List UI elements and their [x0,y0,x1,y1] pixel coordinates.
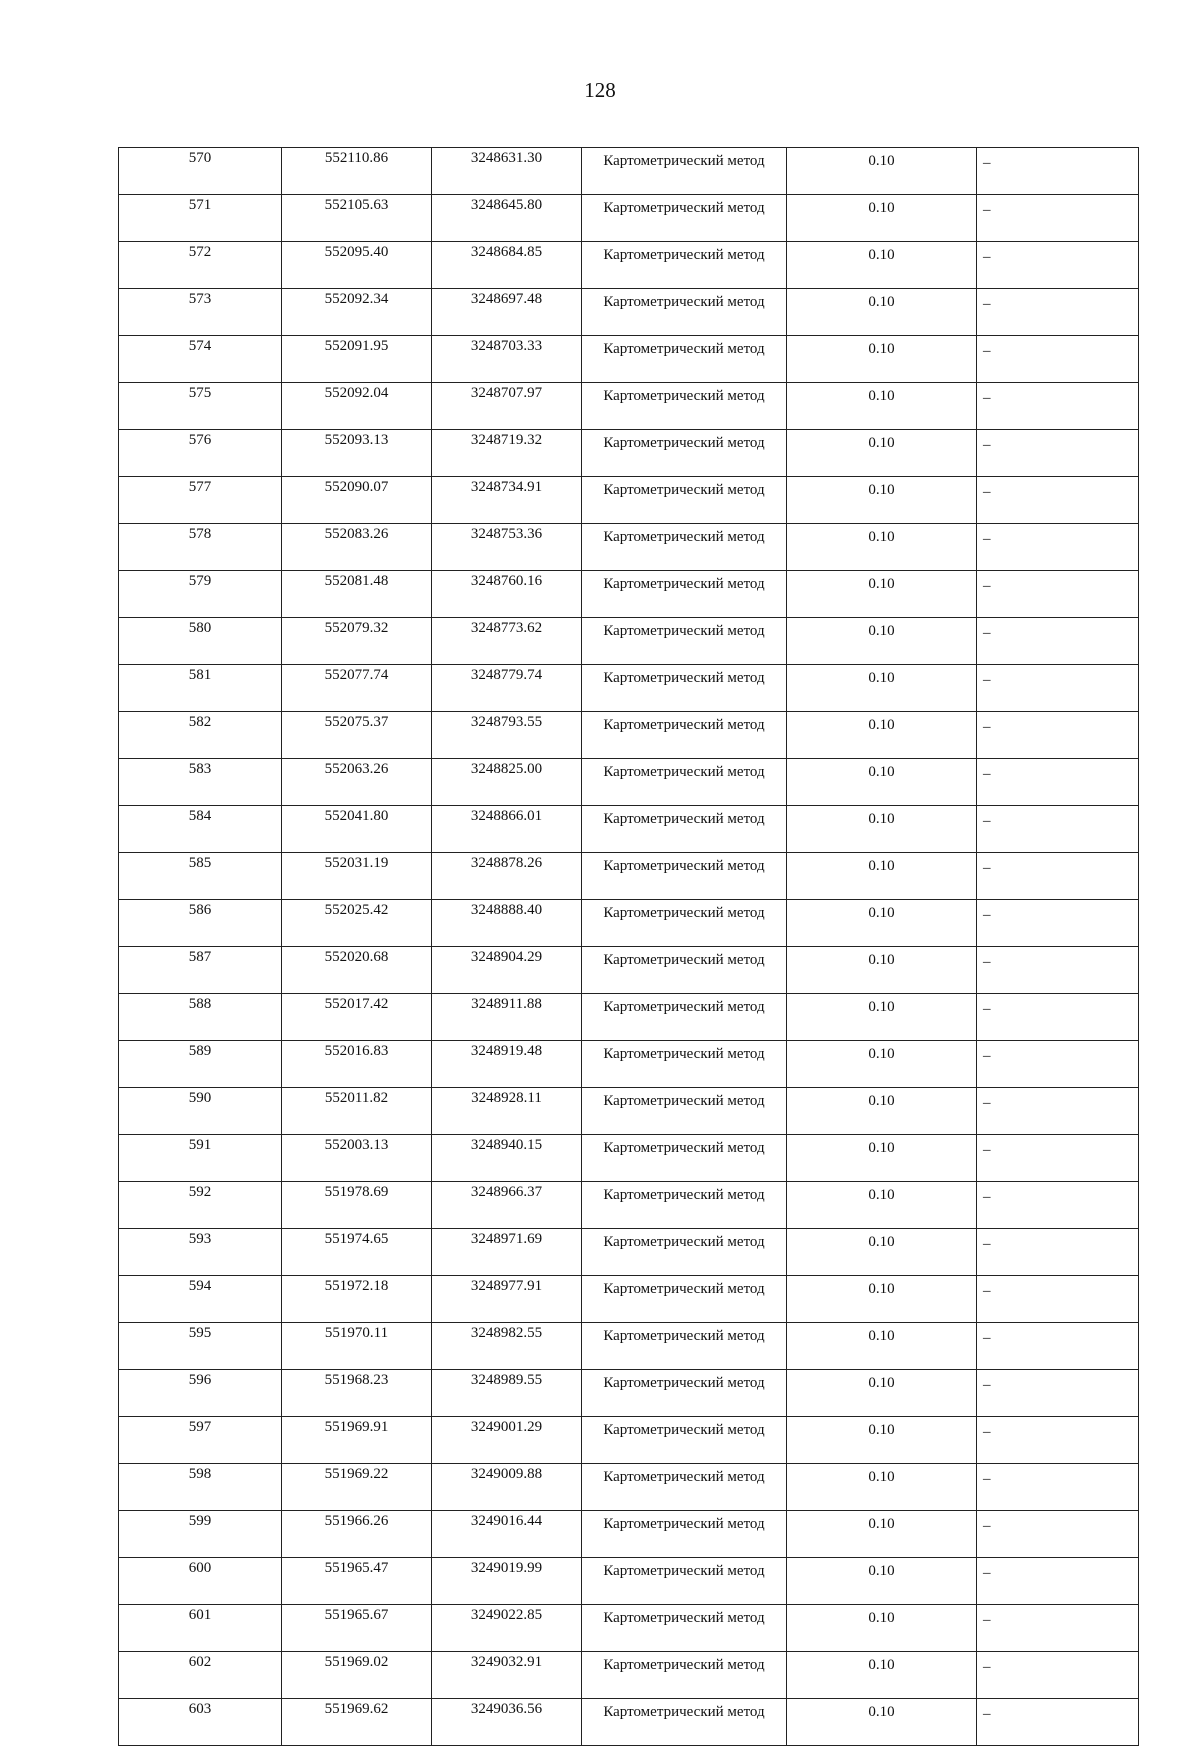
y-coordinate-cell: 3248928.11 [432,1088,582,1135]
y-coordinate-cell: 3249001.29 [432,1417,582,1464]
note-cell: – [977,1370,1139,1417]
x-coordinate-cell: 552063.26 [282,759,432,806]
y-coordinate-cell: 3248697.48 [432,289,582,336]
y-coordinate-cell: 3248966.37 [432,1182,582,1229]
table-row [119,1323,1139,1370]
point-number-cell: 599 [119,1511,282,1558]
note-cell: – [977,1464,1139,1511]
x-coordinate-cell: 551965.67 [282,1605,432,1652]
note-cell: – [977,477,1139,524]
y-coordinate-cell: 3248707.97 [432,383,582,430]
y-coordinate-cell: 3248719.32 [432,430,582,477]
method-cell: Картометрический метод [582,712,787,759]
accuracy-cell: 0.10 [787,477,977,524]
y-coordinate-cell: 3248734.91 [432,477,582,524]
x-coordinate-cell: 552025.42 [282,900,432,947]
accuracy-cell: 0.10 [787,336,977,383]
x-coordinate-cell: 551969.62 [282,1699,432,1746]
y-coordinate-cell: 3248989.55 [432,1370,582,1417]
accuracy-cell: 0.10 [787,289,977,336]
accuracy-cell: 0.10 [787,195,977,242]
x-coordinate-cell: 552110.86 [282,148,432,195]
y-coordinate-cell: 3249016.44 [432,1511,582,1558]
method-cell: Картометрический метод [582,1699,787,1746]
table-row [119,289,1139,336]
accuracy-cell: 0.10 [787,1605,977,1652]
y-coordinate-cell: 3248982.55 [432,1323,582,1370]
note-cell: – [977,1323,1139,1370]
x-coordinate-cell: 552017.42 [282,994,432,1041]
method-cell: Картометрический метод [582,1511,787,1558]
accuracy-cell: 0.10 [787,994,977,1041]
point-number-cell: 570 [119,148,282,195]
y-coordinate-cell: 3248684.85 [432,242,582,289]
method-cell: Картометрический метод [582,1464,787,1511]
method-cell: Картометрический метод [582,853,787,900]
table-row [119,195,1139,242]
y-coordinate-cell: 3248904.29 [432,947,582,994]
x-coordinate-cell: 551966.26 [282,1511,432,1558]
table-row [119,1464,1139,1511]
table-row [119,571,1139,618]
x-coordinate-cell: 551978.69 [282,1182,432,1229]
table-row [119,1558,1139,1605]
accuracy-cell: 0.10 [787,1276,977,1323]
point-number-cell: 576 [119,430,282,477]
x-coordinate-cell: 551969.22 [282,1464,432,1511]
y-coordinate-cell: 3248779.74 [432,665,582,712]
x-coordinate-cell: 552011.82 [282,1088,432,1135]
table-row [119,1699,1139,1746]
point-number-cell: 581 [119,665,282,712]
x-coordinate-cell: 552091.95 [282,336,432,383]
point-number-cell: 594 [119,1276,282,1323]
method-cell: Картометрический метод [582,148,787,195]
y-coordinate-cell: 3249036.56 [432,1699,582,1746]
method-cell: Картометрический метод [582,759,787,806]
x-coordinate-cell: 552031.19 [282,853,432,900]
x-coordinate-cell: 551969.91 [282,1417,432,1464]
method-cell: Картометрический метод [582,1323,787,1370]
x-coordinate-cell: 552081.48 [282,571,432,618]
note-cell: – [977,1511,1139,1558]
point-number-cell: 591 [119,1135,282,1182]
method-cell: Картометрический метод [582,1088,787,1135]
table-row [119,665,1139,712]
table-row [119,947,1139,994]
x-coordinate-cell: 552095.40 [282,242,432,289]
table-row [119,148,1139,195]
note-cell: – [977,1041,1139,1088]
accuracy-cell: 0.10 [787,1370,977,1417]
note-cell: – [977,618,1139,665]
method-cell: Картометрический метод [582,1182,787,1229]
x-coordinate-cell: 552092.04 [282,383,432,430]
note-cell: – [977,1699,1139,1746]
x-coordinate-cell: 552105.63 [282,195,432,242]
table-row [119,1511,1139,1558]
table-row [119,430,1139,477]
note-cell: – [977,947,1139,994]
table-row [119,900,1139,947]
table-row [119,1276,1139,1323]
y-coordinate-cell: 3249009.88 [432,1464,582,1511]
accuracy-cell: 0.10 [787,759,977,806]
point-number-cell: 577 [119,477,282,524]
accuracy-cell: 0.10 [787,1088,977,1135]
note-cell: – [977,242,1139,289]
accuracy-cell: 0.10 [787,383,977,430]
point-number-cell: 571 [119,195,282,242]
y-coordinate-cell: 3248888.40 [432,900,582,947]
method-cell: Картометрический метод [582,900,787,947]
accuracy-cell: 0.10 [787,1464,977,1511]
point-number-cell: 573 [119,289,282,336]
accuracy-cell: 0.10 [787,853,977,900]
y-coordinate-cell: 3248940.15 [432,1135,582,1182]
x-coordinate-cell: 552016.83 [282,1041,432,1088]
x-coordinate-cell: 552041.80 [282,806,432,853]
note-cell: – [977,853,1139,900]
table-row [119,853,1139,900]
method-cell: Картометрический метод [582,477,787,524]
method-cell: Картометрический метод [582,571,787,618]
note-cell: – [977,1182,1139,1229]
method-cell: Картометрический метод [582,383,787,430]
y-coordinate-cell: 3248919.48 [432,1041,582,1088]
note-cell: – [977,806,1139,853]
page-number: 128 [584,78,616,102]
method-cell: Картометрический метод [582,242,787,289]
point-number-cell: 596 [119,1370,282,1417]
accuracy-cell: 0.10 [787,1135,977,1182]
accuracy-cell: 0.10 [787,148,977,195]
method-cell: Картометрический метод [582,618,787,665]
table-row [119,1417,1139,1464]
table-row [119,242,1139,289]
point-number-cell: 592 [119,1182,282,1229]
method-cell: Картометрический метод [582,430,787,477]
table-row [119,1088,1139,1135]
method-cell: Картометрический метод [582,994,787,1041]
y-coordinate-cell: 3248911.88 [432,994,582,1041]
table-row [119,336,1139,383]
method-cell: Картометрический метод [582,1605,787,1652]
note-cell: – [977,759,1139,806]
point-number-cell: 588 [119,994,282,1041]
x-coordinate-cell: 551970.11 [282,1323,432,1370]
table-row [119,383,1139,430]
table-row [119,806,1139,853]
table-row [119,1182,1139,1229]
note-cell: – [977,900,1139,947]
x-coordinate-cell: 551969.02 [282,1652,432,1699]
table-row [119,1652,1139,1699]
note-cell: – [977,430,1139,477]
table-row [119,618,1139,665]
point-number-cell: 575 [119,383,282,430]
y-coordinate-cell: 3248977.91 [432,1276,582,1323]
y-coordinate-cell: 3248631.30 [432,148,582,195]
point-number-cell: 589 [119,1041,282,1088]
point-number-cell: 587 [119,947,282,994]
method-cell: Картометрический метод [582,665,787,712]
note-cell: – [977,1417,1139,1464]
y-coordinate-cell: 3248971.69 [432,1229,582,1276]
y-coordinate-cell: 3249019.99 [432,1558,582,1605]
note-cell: – [977,712,1139,759]
point-number-cell: 579 [119,571,282,618]
point-number-cell: 600 [119,1558,282,1605]
x-coordinate-cell: 551972.18 [282,1276,432,1323]
accuracy-cell: 0.10 [787,524,977,571]
x-coordinate-cell: 552079.32 [282,618,432,665]
x-coordinate-cell: 552020.68 [282,947,432,994]
point-number-cell: 602 [119,1652,282,1699]
note-cell: – [977,571,1139,618]
point-number-cell: 580 [119,618,282,665]
note-cell: – [977,336,1139,383]
point-number-cell: 584 [119,806,282,853]
note-cell: – [977,665,1139,712]
method-cell: Картометрический метод [582,1652,787,1699]
accuracy-cell: 0.10 [787,618,977,665]
method-cell: Картометрический метод [582,1229,787,1276]
note-cell: – [977,994,1139,1041]
accuracy-cell: 0.10 [787,1699,977,1746]
accuracy-cell: 0.10 [787,1417,977,1464]
table-row [119,759,1139,806]
method-cell: Картометрический метод [582,947,787,994]
y-coordinate-cell: 3248703.33 [432,336,582,383]
x-coordinate-cell: 552003.13 [282,1135,432,1182]
note-cell: – [977,1135,1139,1182]
y-coordinate-cell: 3248760.16 [432,571,582,618]
coordinates-table [118,147,1139,1746]
accuracy-cell: 0.10 [787,430,977,477]
point-number-cell: 583 [119,759,282,806]
accuracy-cell: 0.10 [787,1041,977,1088]
accuracy-cell: 0.10 [787,1511,977,1558]
method-cell: Картометрический метод [582,1276,787,1323]
note-cell: – [977,1276,1139,1323]
note-cell: – [977,524,1139,571]
point-number-cell: 603 [119,1699,282,1746]
accuracy-cell: 0.10 [787,1229,977,1276]
x-coordinate-cell: 551968.23 [282,1370,432,1417]
method-cell: Картометрический метод [582,1135,787,1182]
table-row [119,1605,1139,1652]
y-coordinate-cell: 3248753.36 [432,524,582,571]
x-coordinate-cell: 552077.74 [282,665,432,712]
point-number-cell: 574 [119,336,282,383]
note-cell: – [977,383,1139,430]
table-row [119,994,1139,1041]
table-row [119,477,1139,524]
coordinates-table-body [119,148,1139,1746]
note-cell: – [977,1558,1139,1605]
method-cell: Картометрический метод [582,289,787,336]
y-coordinate-cell: 3248866.01 [432,806,582,853]
note-cell: – [977,1605,1139,1652]
accuracy-cell: 0.10 [787,712,977,759]
point-number-cell: 585 [119,853,282,900]
table-row [119,1370,1139,1417]
point-number-cell: 597 [119,1417,282,1464]
method-cell: Картометрический метод [582,524,787,571]
note-cell: – [977,195,1139,242]
point-number-cell: 582 [119,712,282,759]
x-coordinate-cell: 552090.07 [282,477,432,524]
accuracy-cell: 0.10 [787,242,977,289]
method-cell: Картометрический метод [582,1417,787,1464]
point-number-cell: 578 [119,524,282,571]
method-cell: Картометрический метод [582,806,787,853]
method-cell: Картометрический метод [582,336,787,383]
accuracy-cell: 0.10 [787,900,977,947]
accuracy-cell: 0.10 [787,1323,977,1370]
x-coordinate-cell: 552075.37 [282,712,432,759]
table-row [119,1135,1139,1182]
note-cell: – [977,1652,1139,1699]
accuracy-cell: 0.10 [787,806,977,853]
note-cell: – [977,148,1139,195]
x-coordinate-cell: 551974.65 [282,1229,432,1276]
point-number-cell: 601 [119,1605,282,1652]
x-coordinate-cell: 552092.34 [282,289,432,336]
x-coordinate-cell: 552093.13 [282,430,432,477]
accuracy-cell: 0.10 [787,947,977,994]
point-number-cell: 572 [119,242,282,289]
note-cell: – [977,1088,1139,1135]
y-coordinate-cell: 3249032.91 [432,1652,582,1699]
table-row [119,1041,1139,1088]
y-coordinate-cell: 3249022.85 [432,1605,582,1652]
y-coordinate-cell: 3248773.62 [432,618,582,665]
point-number-cell: 590 [119,1088,282,1135]
accuracy-cell: 0.10 [787,1652,977,1699]
y-coordinate-cell: 3248878.26 [432,853,582,900]
note-cell: – [977,1229,1139,1276]
y-coordinate-cell: 3248793.55 [432,712,582,759]
table-row [119,712,1139,759]
point-number-cell: 586 [119,900,282,947]
point-number-cell: 595 [119,1323,282,1370]
y-coordinate-cell: 3248645.80 [432,195,582,242]
accuracy-cell: 0.10 [787,1182,977,1229]
accuracy-cell: 0.10 [787,665,977,712]
method-cell: Картометрический метод [582,1041,787,1088]
accuracy-cell: 0.10 [787,571,977,618]
table-row [119,1229,1139,1276]
note-cell: – [977,289,1139,336]
point-number-cell: 598 [119,1464,282,1511]
x-coordinate-cell: 552083.26 [282,524,432,571]
x-coordinate-cell: 551965.47 [282,1558,432,1605]
accuracy-cell: 0.10 [787,1558,977,1605]
method-cell: Картометрический метод [582,1558,787,1605]
method-cell: Картометрический метод [582,195,787,242]
method-cell: Картометрический метод [582,1370,787,1417]
point-number-cell: 593 [119,1229,282,1276]
table-row [119,524,1139,571]
y-coordinate-cell: 3248825.00 [432,759,582,806]
